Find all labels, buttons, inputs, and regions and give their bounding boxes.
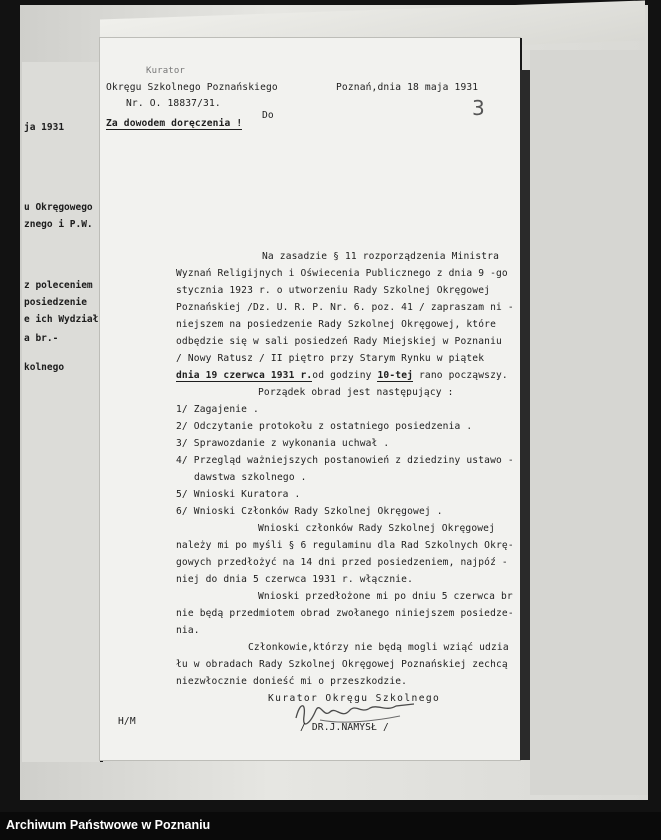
paragraph-line: Wnioski przedłożone mi po dniu 5 czerwca br	[258, 591, 513, 602]
delivery-note	[106, 118, 242, 129]
body-line: Wyznań Religijnych i Oświecenia Publicznego z dnia 9 -go	[176, 268, 508, 279]
paragraph-line: nia.	[176, 625, 200, 636]
paragraph-line: gowych przedłożyć na 14 dni przed posiedzeniem, najpóź -	[176, 557, 508, 568]
body-line: / Nowy Ratusz / II piętro przy Starym Rynku w piątek	[176, 353, 485, 364]
recipient-label: Do	[262, 110, 274, 121]
reference-number: Nr. O. 18837/31.	[126, 98, 221, 109]
page-edge-shadow	[520, 70, 530, 760]
sender-line: Okręgu Szkolnego Poznańskiego	[106, 82, 278, 93]
agenda-item: 4/ Przegląd ważniejszych postanowień z dziedziny ustawo -	[176, 455, 514, 466]
agenda-item: 5/ Wnioski Kuratora .	[176, 489, 301, 500]
under-line: u Okręgowego	[24, 202, 93, 213]
typist-initials: H/M	[118, 716, 136, 727]
underlying-page	[22, 62, 103, 762]
meeting-hour: 10-tej	[377, 370, 414, 381]
agenda-item: 3/ Sprawozdanie z wykonania uchwał .	[176, 438, 390, 449]
under-line: a br.-	[24, 333, 59, 344]
under-line: znego i P.W.	[24, 219, 93, 230]
delivery-note-text: Za dowodem doręczenia !	[106, 118, 243, 129]
meeting-date: dnia 19 czerwca 1931 r.	[176, 370, 313, 381]
meeting-time-prefix: od godziny	[312, 370, 378, 381]
under-line: ja 1931	[24, 122, 65, 133]
agenda-item: dawstwa szkolnego .	[194, 472, 307, 483]
paragraph-line: łu w obradach Rady Szkolnej Okręgowej Poznańskiej zechcą	[176, 659, 508, 670]
meeting-time-suffix: rano począwszy.	[413, 370, 508, 381]
archive-footer	[0, 812, 661, 840]
place-date: Poznań,dnia 18 maja 1931	[336, 82, 479, 93]
right-background	[530, 50, 648, 795]
paragraph-line: Wnioski członków Rady Szkolnej Okręgowej	[258, 523, 496, 534]
agenda-item: 6/ Wnioski Członków Rady Szkolnej Okręgowej .	[176, 506, 443, 517]
body-line: niejszem na posiedzenie Rady Szkolnej Okręgowej, które	[176, 319, 496, 330]
paragraph-line: niezwłocznie donieść mi o przeszkodzie.	[176, 676, 408, 687]
signature-name: / DR.J.NAMYSŁ /	[300, 722, 389, 733]
page-number: 3	[472, 96, 485, 120]
archive-name: Archiwum Państwowe w Poznaniu	[6, 818, 211, 832]
agenda-item: 1/ Zagajenie .	[176, 404, 259, 415]
stamp-text: Kurator	[146, 66, 185, 76]
paragraph-line: nie będą przedmiotem obrad zwołanego niniejszem posiedze-	[176, 608, 514, 619]
agenda-intro: Porządek obrad jest następujący :	[258, 387, 454, 398]
body-line: stycznia 1923 r. o utworzeniu Rady Szkolnej Okręgowej	[176, 285, 491, 296]
body-line: Poznańskiej /Dz. U. R. P. Nr. 6. poz. 41 / zapraszam ni -	[176, 302, 514, 313]
under-line: z poleceniem	[24, 280, 93, 291]
body-line: Na zasadzie § 11 rozporządzenia Ministra	[262, 251, 500, 262]
paragraph-line: Członkowie,którzy nie będą mogli wziąć udzia	[248, 642, 509, 653]
meeting-date-line	[176, 370, 508, 381]
under-line: kolnego	[24, 362, 65, 373]
agenda-item: 2/ Odczytanie protokołu z ostatniego posiedzenia .	[176, 421, 473, 432]
body-line: odbędzie się w sali posiedzeń Rady Miejskiej w Poznaniu	[176, 336, 502, 347]
under-line: posiedzenie	[24, 297, 87, 308]
paragraph-line: należy mi po myśli § 6 regulaminu dla Rad Szkolnych Okrę-	[176, 540, 514, 551]
under-line: e ich Wydział	[24, 314, 99, 325]
closing-title: Kurator Okręgu Szkolnego	[268, 693, 441, 704]
paragraph-line: niej do dnia 5 czerwca 1931 r. włącznie.	[176, 574, 414, 585]
